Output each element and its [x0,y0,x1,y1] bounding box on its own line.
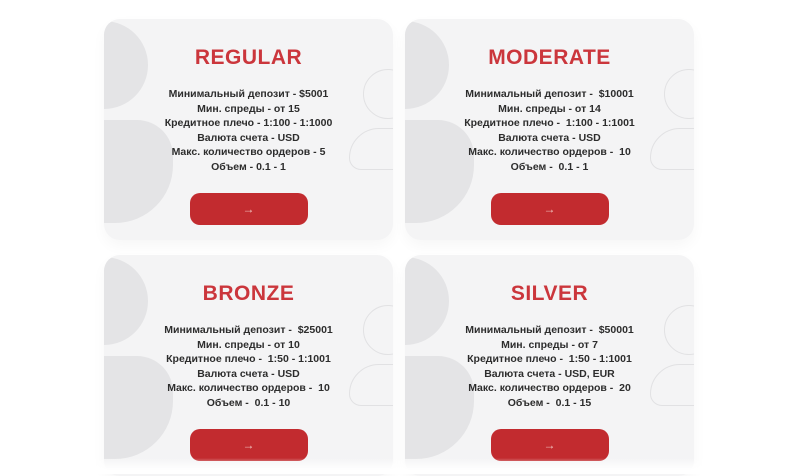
info-line-min-deposit: Минимальный депозит - $5001 [168,88,329,100]
card-title: REGULAR [194,46,303,69]
person-outline-head-shape [363,305,393,355]
card-title: BRONZE [202,282,295,305]
info-line-currency: Валюта счета - USD, EUR [484,367,615,380]
person-outline-head-shape [664,69,694,119]
info-line-leverage: Кредитное плечо - 1:100 - 1:1001 [464,117,635,129]
person-outline-head-shape [363,69,393,119]
info-line-min-spreads: Мин. спреды - от 14 [498,102,601,115]
person-silhouette-body-shape [104,120,173,223]
info-line-max-orders: Макс. количество ордеров - 10 [468,146,631,158]
card-info [465,323,634,410]
account-card-silver [405,255,694,476]
person-silhouette-body-shape [104,356,173,459]
arrow-right-icon: → [543,202,556,216]
info-line-min-spreads: Мин. спреды - от 15 [197,102,300,115]
card-title: SILVER [510,282,589,305]
arrow-right-icon: → [242,438,255,452]
person-outline-head-shape [664,305,694,355]
info-line-volume: Объем - 0.1 - 1 [510,160,589,173]
person-silhouette-body-shape [405,356,474,459]
open-account-button[interactable] [190,429,308,461]
info-line-min-deposit: Минимальный депозит - $25001 [164,324,333,336]
info-line-min-spreads: Мин. спреды - от 10 [197,338,300,351]
account-card-bronze [104,255,393,476]
person-outline-body-shape [650,364,694,406]
open-account-button[interactable] [491,193,609,225]
person-outline-body-shape [349,128,393,170]
card-info [165,87,333,174]
info-line-max-orders: Макс. количество ордеров - 20 [468,382,631,394]
info-line-leverage: Кредитное плечо - 1:100 - 1:1000 [164,117,333,129]
info-line-min-deposit: Минимальный депозит - $10001 [465,88,634,100]
info-line-max-orders: Макс. количество ордеров - 10 [167,382,330,394]
open-account-button[interactable] [491,429,609,461]
info-line-volume: Объем - 0.1 - 15 [507,396,592,409]
info-line-leverage: Кредитное плечо - 1:50 - 1:1001 [467,353,632,365]
person-silhouette-head-shape [405,21,449,109]
account-types-grid [104,19,694,476]
card-info [464,87,635,174]
arrow-right-icon: → [543,438,556,452]
account-card-moderate [405,19,694,240]
person-outline-body-shape [349,364,393,406]
card-title: MODERATE [488,46,611,69]
info-line-currency: Валюта счета - USD [197,367,300,380]
open-account-button[interactable] [190,193,308,225]
person-silhouette-head-shape [104,21,148,109]
info-line-min-deposit: Минимальный депозит - $50001 [465,324,634,336]
info-line-currency: Валюта счета - USD [197,131,300,144]
info-line-leverage: Кредитное плечо - 1:50 - 1:1001 [166,353,331,365]
info-line-min-spreads: Мин. спреды - от 7 [501,338,598,351]
account-card-regular [104,19,393,240]
person-silhouette-head-shape [104,257,148,345]
info-line-currency: Валюта счета - USD [498,131,601,144]
person-silhouette-head-shape [405,257,449,345]
info-line-volume: Объем - 0.1 - 10 [206,396,291,409]
card-info [164,323,333,410]
info-line-volume: Объем - 0.1 - 1 [211,160,286,173]
arrow-right-icon: → [242,202,255,216]
person-outline-body-shape [650,128,694,170]
info-line-max-orders: Макс. количество ордеров - 5 [171,146,326,158]
